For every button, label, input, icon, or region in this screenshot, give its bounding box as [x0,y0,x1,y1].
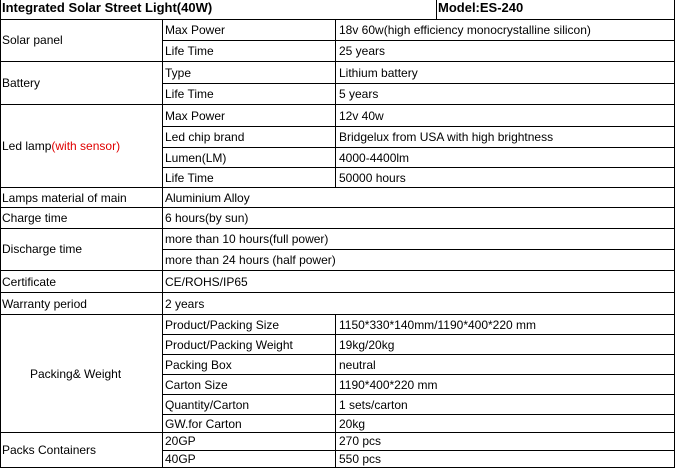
certificate-label: Certificate [2,275,57,289]
led-chip-label: Led chip brand [165,130,245,144]
container-row-value: 550 pcs [339,452,382,466]
grid-line [0,104,675,105]
warranty-value: 2 years [165,297,205,311]
grid-line [162,126,675,127]
grid-line [0,228,675,229]
container-row-value: 270 pcs [339,434,382,448]
grid-line [0,187,675,188]
grid-line [162,83,675,84]
container-row-label: 20GP [165,434,196,448]
led-lumen-label: Lumen(LM) [165,151,227,165]
led-lamp-label [2,139,120,153]
solar-panel-label: Solar panel [2,33,63,47]
grid-line [162,414,675,415]
battery-type-label: Type [165,66,192,80]
solar-max-power-value: 18v 60w(high efficiency monocrystalline silicon) [339,23,591,37]
page-title: Integrated Solar Street Light(40W) [2,0,213,15]
packing-row-label: GW.for Carton [165,417,242,431]
led-max-power-value: 12v 40w [339,109,384,123]
led-lamp-sensor-note: (with sensor) [51,139,121,153]
grid-line [162,249,675,250]
grid-line [0,270,675,271]
led-life-time-value: 50000 hours [339,171,406,185]
grid-line [162,40,675,41]
grid-line [162,147,675,148]
warranty-label: Warranty period [2,297,87,311]
led-lamp-label-text: Led lamp [2,139,52,153]
charge-time-value: 6 hours(by sun) [165,211,249,225]
battery-label: Battery [2,76,41,90]
grid-line [0,0,1,468]
packing-row-label: Product/Packing Weight [165,338,293,352]
grid-line [0,61,675,62]
packing-row-label: Carton Size [165,378,228,392]
led-max-power-label: Max Power [165,109,226,123]
packing-row-label: Quantity/Carton [165,398,250,412]
solar-life-time-value: 25 years [339,44,386,58]
packing-weight-label: Packing& Weight [30,367,122,381]
charge-time-label: Charge time [2,211,68,225]
battery-life-time-value: 5 years [339,87,379,101]
packing-row-label: Product/Packing Size [165,318,280,332]
discharge-time-label: Discharge time [2,242,83,256]
grid-line [335,19,336,188]
packing-row-label: Packing Box [165,358,232,372]
discharge-full-power: more than 10 hours(full power) [165,232,329,246]
discharge-half-power: more than 24 hours (half power) [165,253,336,267]
packing-row-value: 1190*400*220 mm [339,378,438,392]
grid-line [0,292,675,293]
packing-row-value: 1 sets/carton [339,398,408,412]
grid-line [162,394,675,395]
grid-line [0,432,675,433]
grid-line [162,374,675,375]
grid-line [162,450,675,451]
container-row-label: 40GP [165,452,196,466]
led-life-time-label: Life Time [165,171,214,185]
packing-row-value: neutral [339,358,376,372]
solar-life-time-label: Life Time [165,44,214,58]
grid-line [436,0,437,20]
grid-line [0,467,675,468]
grid-line [0,314,675,315]
packing-row-value: 1150*330*140mm/1190*400*220 mm [339,318,537,332]
solar-max-power-label: Max Power [165,23,226,37]
led-lumen-value: 4000-4400lm [339,151,410,165]
certificate-value: CE/ROHS/IP65 [165,275,248,289]
packing-row-value: 19kg/20kg [339,338,395,352]
packing-row-value: 20kg [339,417,366,431]
grid-line [162,354,675,355]
grid-line [0,19,675,20]
grid-line [162,334,675,335]
containers-label: Packs Containers [2,443,97,457]
model-number: Model:ES-240 [438,0,524,15]
lamps-material-label: Lamps material of main [2,191,127,205]
grid-line [0,207,675,208]
lamps-material-value: Aluminium Alloy [165,191,250,205]
grid-line [162,19,163,468]
led-chip-value: Bridgelux from USA with high brightness [339,130,554,144]
battery-life-time-label: Life Time [165,87,214,101]
battery-type-value: Lithium battery [339,66,418,80]
grid-line [162,167,675,168]
grid-line [335,314,336,468]
